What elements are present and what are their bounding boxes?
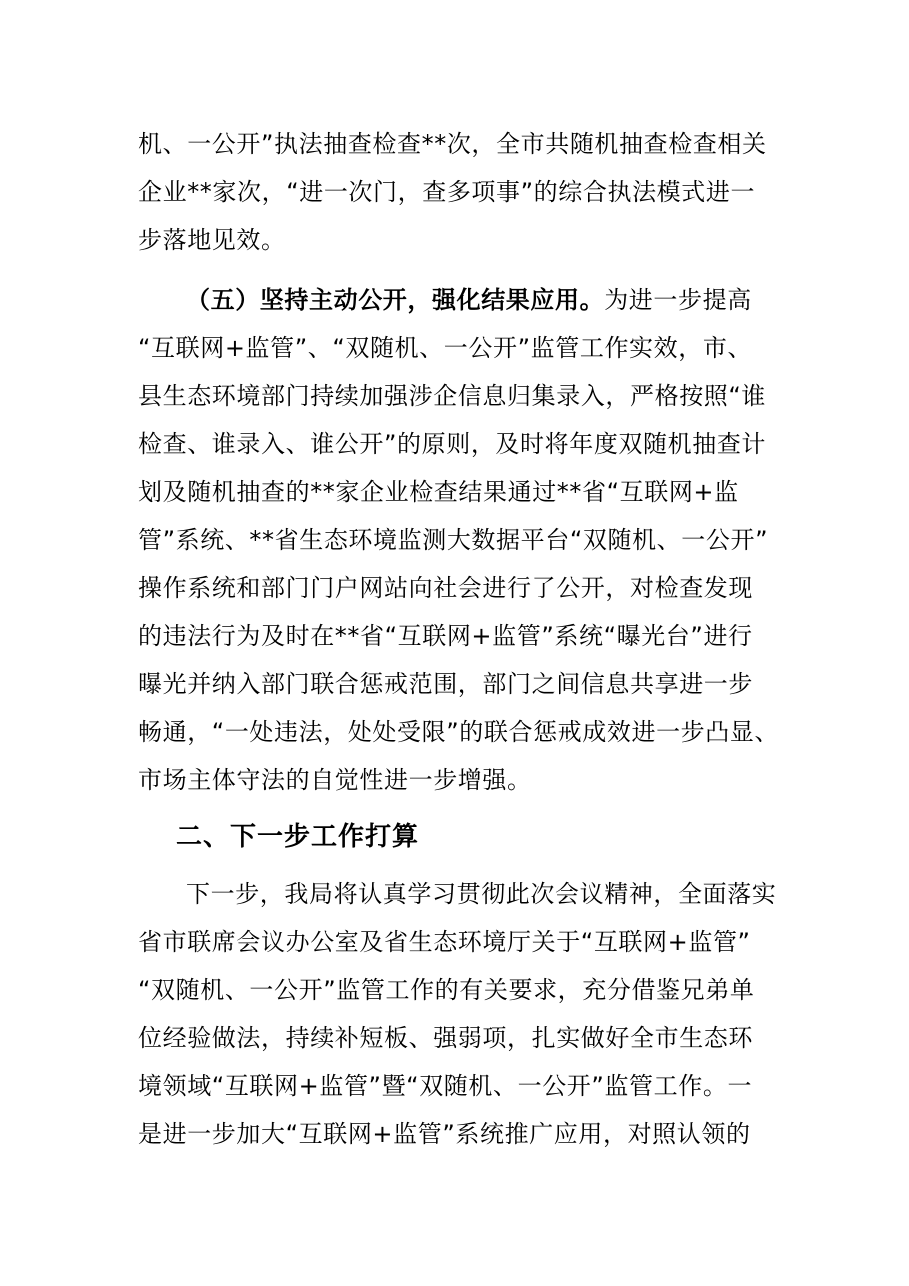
paragraph-line: 位经验做法，持续补短板、强弱项，扎实做好全市生态环 [138, 1024, 753, 1052]
paragraph-line: 划及随机抽查的**家企业检查结果通过**省“互联网+监 [138, 478, 739, 506]
paragraph-line: 下一步，我局将认真学习贯彻此次会议精神，全面落实 [186, 880, 777, 908]
paragraph-line: 畅通，“一处违法，处处受限”的联合惩戒成效进一步凸显、 [138, 718, 780, 746]
paragraph-line: “互联网+监管”、“双随机、一公开”监管工作实效，市、 [138, 334, 753, 362]
subheading-paragraph-line [186, 284, 752, 316]
paragraph-line: 企业**家次，“进一次门，查多项事”的综合执法模式进一 [138, 178, 756, 206]
paragraph-line: 境领域“互联网+监管”暨“双随机、一公开”监管工作。一 [138, 1072, 753, 1100]
paragraph-line: 步落地见效。 [138, 226, 286, 254]
paragraph-line: “双随机、一公开”监管工作的有关要求，充分借鉴兄弟单 [138, 976, 755, 1004]
section-heading: 二、下一步工作打算 [176, 822, 420, 852]
subheading-title: （五）坚持主动公开，强化结果应用。 [186, 286, 605, 314]
paragraph-line: 曝光并纳入部门联合惩戒范围，部门之间信息共享进一步 [138, 670, 753, 698]
paragraph-line: 市场主体守法的自觉性进一步增强。 [138, 766, 532, 794]
paragraph-line: 检查、谁录入、谁公开”的原则，及时将年度双随机抽查计 [138, 430, 767, 458]
paragraph-text: 为进一步提高 [604, 286, 752, 314]
paragraph-line: 是进一步加大“互联网+监管”系统推广应用，对照认领的 [138, 1120, 751, 1148]
paragraph-line: 的违法行为及时在**省“互联网+监管”系统“曝光台”进行 [138, 622, 753, 650]
paragraph-line: 操作系统和部门门户网站向社会进行了公开，对检查发现 [138, 574, 753, 602]
paragraph-line: 县生态环境部门持续加强涉企信息归集录入，严格按照“谁 [138, 382, 767, 410]
paragraph-line: 机、一公开”执法抽查检查**次，全市共随机抽查检查相关 [138, 130, 767, 158]
paragraph-line: 省市联席会议办公室及省生态环境厅关于“互联网+监管” [138, 928, 751, 956]
paragraph-line: 管”系统、**省生态环境监测大数据平台“双随机、一公开” [138, 526, 769, 554]
